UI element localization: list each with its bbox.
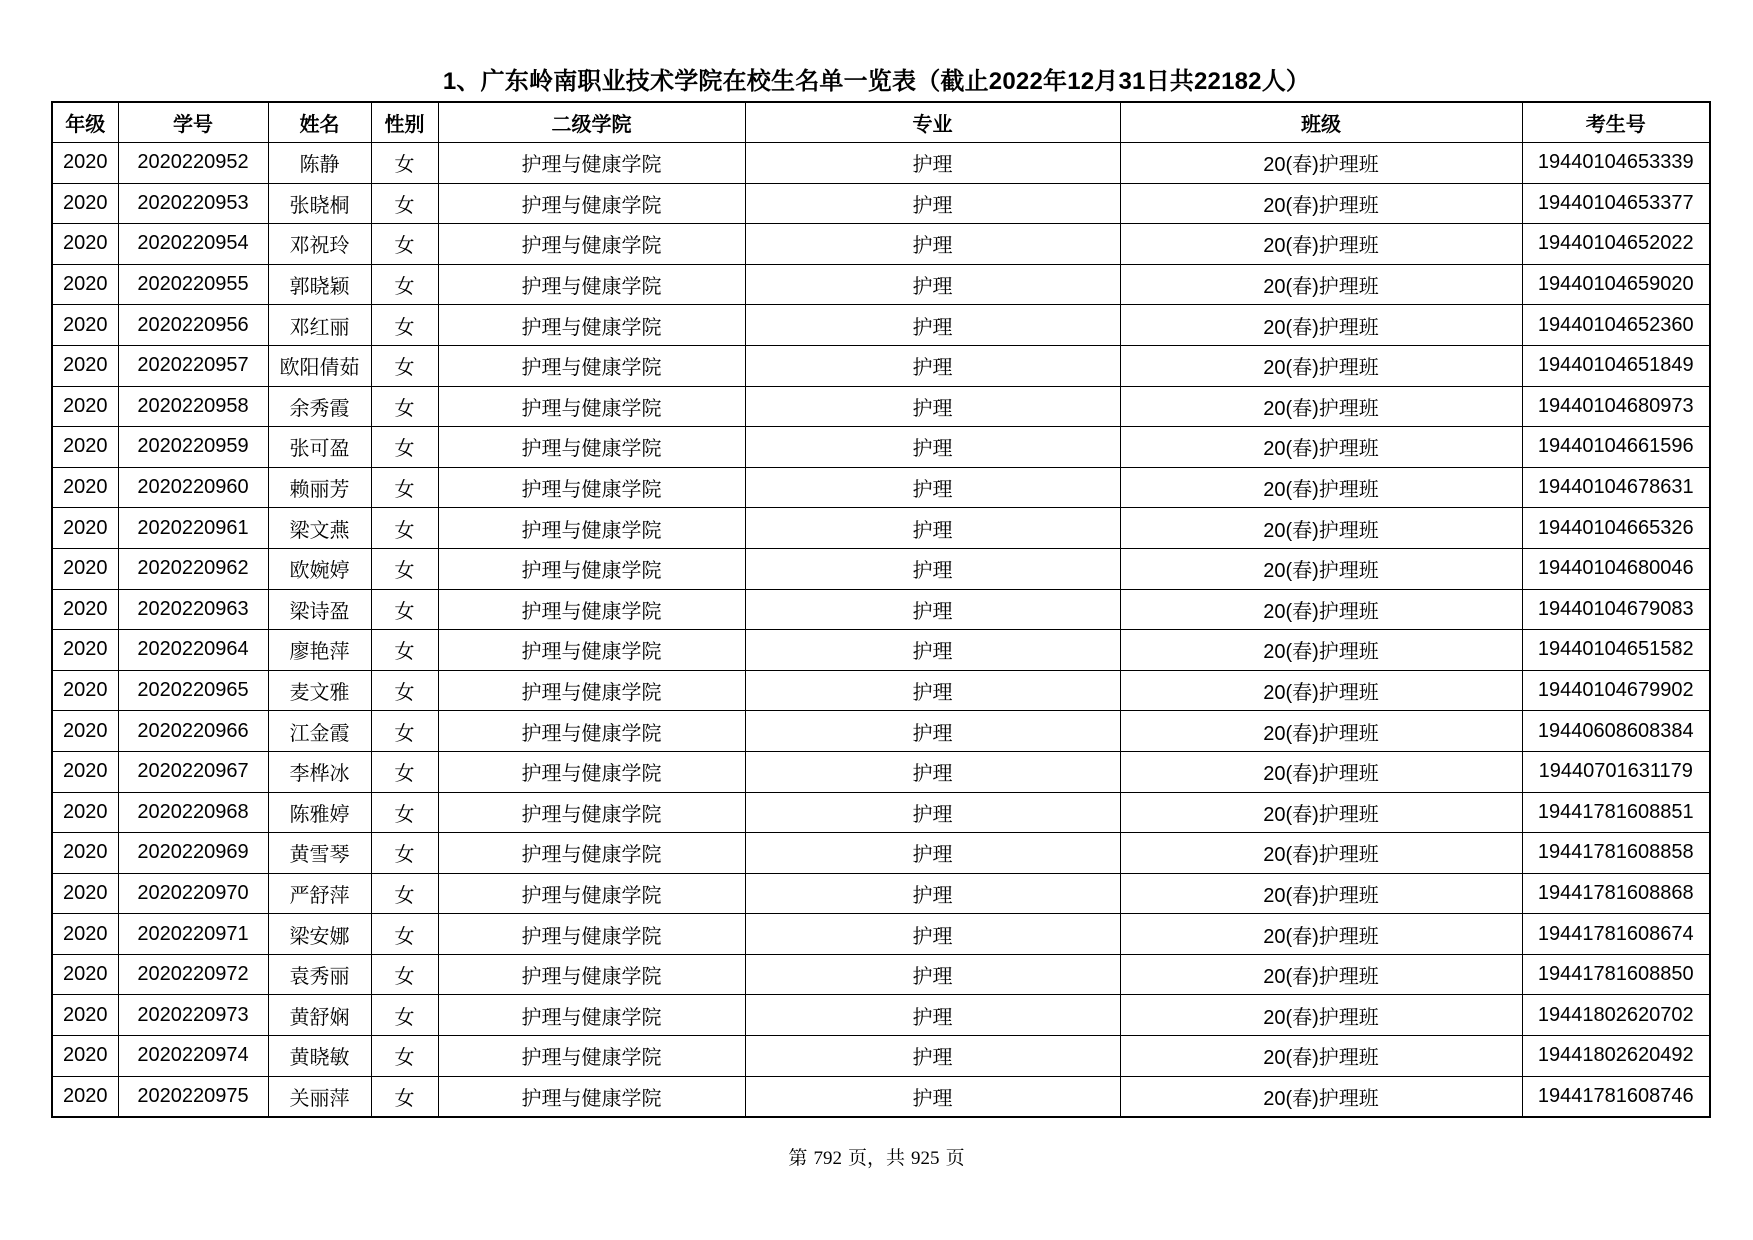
cell-college: 护理与健康学院: [438, 224, 745, 265]
table-row: [52, 670, 1710, 711]
cell-student-id: 2020220973: [118, 995, 268, 1036]
cell-class: 20(春)护理班: [1120, 1076, 1522, 1117]
cell-major: 护理: [745, 264, 1120, 305]
footer-prefix: 第: [788, 1147, 808, 1169]
cell-college: 护理与健康学院: [438, 833, 745, 874]
cell-major: 护理: [745, 467, 1120, 508]
cell-class: 20(春)护理班: [1120, 224, 1522, 265]
cell-exam-number: 19441781608746: [1522, 1076, 1710, 1117]
cell-student-id: 2020220962: [118, 548, 268, 589]
cell-name: 袁秀丽: [268, 954, 371, 995]
cell-grade: 2020: [52, 670, 118, 711]
student-roster-table: [51, 101, 1711, 1118]
cell-gender: 女: [371, 427, 438, 468]
cell-major: 护理: [745, 833, 1120, 874]
header-name: 姓名: [268, 102, 371, 143]
table-header-row: [52, 102, 1710, 143]
cell-class: 20(春)护理班: [1120, 183, 1522, 224]
cell-exam-number: 19440104653377: [1522, 183, 1710, 224]
cell-major: 护理: [745, 345, 1120, 386]
cell-name: 陈雅婷: [268, 792, 371, 833]
cell-grade: 2020: [52, 1076, 118, 1117]
cell-class: 20(春)护理班: [1120, 508, 1522, 549]
cell-class: 20(春)护理班: [1120, 467, 1522, 508]
header-major: 专业: [745, 102, 1120, 143]
cell-class: 20(春)护理班: [1120, 305, 1522, 346]
cell-exam-number: 19440104679902: [1522, 670, 1710, 711]
table-row: [52, 833, 1710, 874]
cell-college: 护理与健康学院: [438, 873, 745, 914]
cell-college: 护理与健康学院: [438, 914, 745, 955]
cell-major: 护理: [745, 954, 1120, 995]
cell-exam-number: 19440104661596: [1522, 427, 1710, 468]
cell-grade: 2020: [52, 914, 118, 955]
cell-college: 护理与健康学院: [438, 670, 745, 711]
table-row: [52, 630, 1710, 671]
cell-student-id: 2020220966: [118, 711, 268, 752]
cell-exam-number: 19440104680973: [1522, 386, 1710, 427]
cell-gender: 女: [371, 224, 438, 265]
cell-student-id: 2020220961: [118, 508, 268, 549]
cell-exam-number: 19441781608850: [1522, 954, 1710, 995]
table-row: [52, 143, 1710, 184]
table-row: [52, 305, 1710, 346]
cell-college: 护理与健康学院: [438, 508, 745, 549]
table-row: [52, 995, 1710, 1036]
footer-mid: 页，共: [847, 1147, 905, 1169]
cell-gender: 女: [371, 183, 438, 224]
cell-college: 护理与健康学院: [438, 305, 745, 346]
cell-college: 护理与健康学院: [438, 467, 745, 508]
cell-name: 江金霞: [268, 711, 371, 752]
cell-class: 20(春)护理班: [1120, 914, 1522, 955]
cell-major: 护理: [745, 427, 1120, 468]
cell-grade: 2020: [52, 711, 118, 752]
cell-exam-number: 19441781608851: [1522, 792, 1710, 833]
cell-class: 20(春)护理班: [1120, 995, 1522, 1036]
cell-college: 护理与健康学院: [438, 183, 745, 224]
cell-major: 护理: [745, 792, 1120, 833]
cell-college: 护理与健康学院: [438, 386, 745, 427]
cell-name: 关丽萍: [268, 1076, 371, 1117]
cell-college: 护理与健康学院: [438, 345, 745, 386]
cell-gender: 女: [371, 833, 438, 874]
table-row: [52, 1036, 1710, 1077]
header-student-id: 学号: [118, 102, 268, 143]
header-gender: 性别: [371, 102, 438, 143]
cell-name: 严舒萍: [268, 873, 371, 914]
cell-college: 护理与健康学院: [438, 143, 745, 184]
cell-class: 20(春)护理班: [1120, 1036, 1522, 1077]
cell-student-id: 2020220964: [118, 630, 268, 671]
cell-exam-number: 19441781608674: [1522, 914, 1710, 955]
footer-total-pages: 925: [911, 1148, 940, 1169]
cell-gender: 女: [371, 995, 438, 1036]
cell-exam-number: 19441781608858: [1522, 833, 1710, 874]
cell-gender: 女: [371, 386, 438, 427]
cell-class: 20(春)护理班: [1120, 873, 1522, 914]
cell-student-id: 2020220957: [118, 345, 268, 386]
cell-college: 护理与健康学院: [438, 630, 745, 671]
cell-gender: 女: [371, 914, 438, 955]
cell-class: 20(春)护理班: [1120, 751, 1522, 792]
cell-gender: 女: [371, 873, 438, 914]
cell-major: 护理: [745, 305, 1120, 346]
table-row: [52, 751, 1710, 792]
cell-name: 欧婉婷: [268, 548, 371, 589]
cell-grade: 2020: [52, 427, 118, 468]
cell-grade: 2020: [52, 386, 118, 427]
cell-student-id: 2020220955: [118, 264, 268, 305]
cell-class: 20(春)护理班: [1120, 670, 1522, 711]
cell-gender: 女: [371, 1036, 438, 1077]
cell-student-id: 2020220974: [118, 1036, 268, 1077]
cell-grade: 2020: [52, 224, 118, 265]
cell-college: 护理与健康学院: [438, 954, 745, 995]
cell-name: 欧阳倩茹: [268, 345, 371, 386]
cell-class: 20(春)护理班: [1120, 792, 1522, 833]
cell-major: 护理: [745, 143, 1120, 184]
cell-grade: 2020: [52, 873, 118, 914]
cell-grade: 2020: [52, 345, 118, 386]
cell-name: 黄雪琴: [268, 833, 371, 874]
cell-grade: 2020: [52, 589, 118, 630]
cell-class: 20(春)护理班: [1120, 589, 1522, 630]
cell-grade: 2020: [52, 305, 118, 346]
cell-college: 护理与健康学院: [438, 751, 745, 792]
footer-suffix: 页: [945, 1147, 965, 1169]
table-row: [52, 792, 1710, 833]
cell-exam-number: 19440608608384: [1522, 711, 1710, 752]
cell-grade: 2020: [52, 995, 118, 1036]
cell-student-id: 2020220956: [118, 305, 268, 346]
cell-grade: 2020: [52, 467, 118, 508]
cell-exam-number: 19440104678631: [1522, 467, 1710, 508]
cell-name: 黄舒娴: [268, 995, 371, 1036]
cell-student-id: 2020220971: [118, 914, 268, 955]
cell-exam-number: 19440701631179: [1522, 751, 1710, 792]
cell-major: 护理: [745, 183, 1120, 224]
cell-gender: 女: [371, 630, 438, 671]
cell-name: 黄晓敏: [268, 1036, 371, 1077]
cell-grade: 2020: [52, 548, 118, 589]
cell-student-id: 2020220967: [118, 751, 268, 792]
cell-gender: 女: [371, 711, 438, 752]
cell-major: 护理: [745, 224, 1120, 265]
cell-exam-number: 19440104652360: [1522, 305, 1710, 346]
document-title: 1、广东岭南职业技术学院在校生名单一览表（截止2022年12月31日共22182人）: [442, 68, 1311, 95]
cell-gender: 女: [371, 792, 438, 833]
cell-name: 邓祝玲: [268, 224, 371, 265]
cell-gender: 女: [371, 508, 438, 549]
cell-name: 张晓桐: [268, 183, 371, 224]
cell-student-id: 2020220972: [118, 954, 268, 995]
cell-class: 20(春)护理班: [1120, 954, 1522, 995]
cell-class: 20(春)护理班: [1120, 427, 1522, 468]
cell-student-id: 2020220968: [118, 792, 268, 833]
table-row: [52, 548, 1710, 589]
cell-class: 20(春)护理班: [1120, 833, 1522, 874]
cell-grade: 2020: [52, 1036, 118, 1077]
page-footer: [0, 1145, 1753, 1172]
cell-exam-number: 19440104651582: [1522, 630, 1710, 671]
cell-major: 护理: [745, 873, 1120, 914]
cell-name: 梁安娜: [268, 914, 371, 955]
cell-name: 余秀霞: [268, 386, 371, 427]
cell-exam-number: 19441802620702: [1522, 995, 1710, 1036]
cell-name: 李桦冰: [268, 751, 371, 792]
table-row: [52, 711, 1710, 752]
cell-student-id: 2020220953: [118, 183, 268, 224]
cell-college: 护理与健康学院: [438, 1076, 745, 1117]
cell-grade: 2020: [52, 183, 118, 224]
cell-student-id: 2020220952: [118, 143, 268, 184]
cell-major: 护理: [745, 508, 1120, 549]
table-row: [52, 873, 1710, 914]
cell-grade: 2020: [52, 833, 118, 874]
table-row: [52, 589, 1710, 630]
cell-student-id: 2020220970: [118, 873, 268, 914]
table-row: [52, 427, 1710, 468]
cell-gender: 女: [371, 467, 438, 508]
cell-gender: 女: [371, 670, 438, 711]
table-row: [52, 345, 1710, 386]
cell-gender: 女: [371, 305, 438, 346]
cell-grade: 2020: [52, 508, 118, 549]
cell-gender: 女: [371, 345, 438, 386]
cell-name: 麦文雅: [268, 670, 371, 711]
cell-college: 护理与健康学院: [438, 792, 745, 833]
cell-class: 20(春)护理班: [1120, 711, 1522, 752]
cell-college: 护理与健康学院: [438, 548, 745, 589]
header-college: 二级学院: [438, 102, 745, 143]
cell-college: 护理与健康学院: [438, 427, 745, 468]
cell-student-id: 2020220963: [118, 589, 268, 630]
cell-name: 张可盈: [268, 427, 371, 468]
table-row: [52, 467, 1710, 508]
cell-student-id: 2020220975: [118, 1076, 268, 1117]
header-exam-number: 考生号: [1522, 102, 1710, 143]
cell-name: 郭晓颖: [268, 264, 371, 305]
cell-major: 护理: [745, 548, 1120, 589]
table-row: [52, 508, 1710, 549]
cell-grade: 2020: [52, 954, 118, 995]
cell-major: 护理: [745, 995, 1120, 1036]
cell-exam-number: 19440104652022: [1522, 224, 1710, 265]
cell-name: 邓红丽: [268, 305, 371, 346]
cell-major: 护理: [745, 670, 1120, 711]
cell-exam-number: 19440104651849: [1522, 345, 1710, 386]
cell-class: 20(春)护理班: [1120, 386, 1522, 427]
cell-college: 护理与健康学院: [438, 995, 745, 1036]
table-row: [52, 224, 1710, 265]
cell-major: 护理: [745, 751, 1120, 792]
cell-name: 梁文燕: [268, 508, 371, 549]
table-row: [52, 386, 1710, 427]
cell-exam-number: 19440104659020: [1522, 264, 1710, 305]
cell-college: 护理与健康学院: [438, 711, 745, 752]
cell-class: 20(春)护理班: [1120, 143, 1522, 184]
cell-gender: 女: [371, 751, 438, 792]
header-grade: 年级: [52, 102, 118, 143]
cell-name: 赖丽芳: [268, 467, 371, 508]
table-row: [52, 1076, 1710, 1117]
cell-grade: 2020: [52, 630, 118, 671]
cell-exam-number: 19440104680046: [1522, 548, 1710, 589]
table-row: [52, 264, 1710, 305]
cell-student-id: 2020220958: [118, 386, 268, 427]
cell-student-id: 2020220954: [118, 224, 268, 265]
cell-name: 陈静: [268, 143, 371, 184]
table-row: [52, 914, 1710, 955]
table-body: [52, 143, 1710, 1118]
cell-grade: 2020: [52, 264, 118, 305]
cell-class: 20(春)护理班: [1120, 630, 1522, 671]
cell-class: 20(春)护理班: [1120, 264, 1522, 305]
cell-exam-number: 19440104679083: [1522, 589, 1710, 630]
cell-student-id: 2020220959: [118, 427, 268, 468]
cell-grade: 2020: [52, 143, 118, 184]
footer-page-number: 792: [813, 1148, 842, 1169]
cell-student-id: 2020220969: [118, 833, 268, 874]
header-class: 班级: [1120, 102, 1522, 143]
cell-college: 护理与健康学院: [438, 264, 745, 305]
cell-student-id: 2020220960: [118, 467, 268, 508]
cell-college: 护理与健康学院: [438, 1036, 745, 1077]
cell-exam-number: 19441781608868: [1522, 873, 1710, 914]
cell-gender: 女: [371, 143, 438, 184]
cell-gender: 女: [371, 589, 438, 630]
cell-grade: 2020: [52, 751, 118, 792]
table-row: [52, 183, 1710, 224]
table-row: [52, 954, 1710, 995]
cell-major: 护理: [745, 1036, 1120, 1077]
cell-gender: 女: [371, 548, 438, 589]
cell-college: 护理与健康学院: [438, 589, 745, 630]
cell-major: 护理: [745, 589, 1120, 630]
cell-major: 护理: [745, 386, 1120, 427]
cell-class: 20(春)护理班: [1120, 345, 1522, 386]
cell-name: 梁诗盈: [268, 589, 371, 630]
cell-gender: 女: [371, 1076, 438, 1117]
cell-student-id: 2020220965: [118, 670, 268, 711]
cell-major: 护理: [745, 630, 1120, 671]
cell-exam-number: 19441802620492: [1522, 1036, 1710, 1077]
cell-gender: 女: [371, 264, 438, 305]
cell-exam-number: 19440104653339: [1522, 143, 1710, 184]
cell-major: 护理: [745, 914, 1120, 955]
cell-class: 20(春)护理班: [1120, 548, 1522, 589]
cell-grade: 2020: [52, 792, 118, 833]
cell-gender: 女: [371, 954, 438, 995]
cell-name: 廖艳萍: [268, 630, 371, 671]
cell-exam-number: 19440104665326: [1522, 508, 1710, 549]
cell-major: 护理: [745, 711, 1120, 752]
cell-major: 护理: [745, 1076, 1120, 1117]
